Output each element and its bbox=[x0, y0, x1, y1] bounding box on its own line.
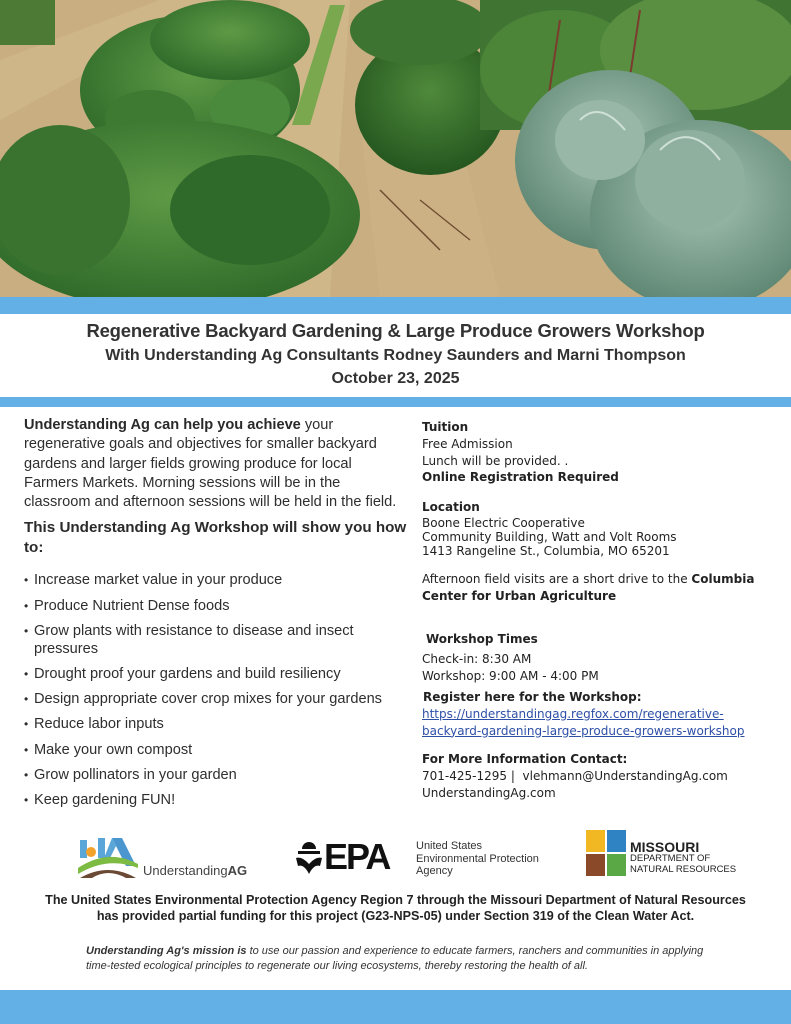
footer-blue-band bbox=[0, 990, 791, 1024]
missouri-dnr-emblem-icon bbox=[586, 830, 626, 876]
show-heading: This Understanding Ag Workshop will show you how to: bbox=[24, 519, 407, 556]
location-building: Community Building, Watt and Volt Rooms bbox=[422, 529, 677, 544]
top-blue-band bbox=[0, 297, 791, 314]
contact-heading: For More Information Contact: bbox=[422, 752, 628, 767]
event-date: October 23, 2025 bbox=[331, 370, 460, 387]
understanding-ag-logo bbox=[78, 838, 278, 878]
missouri-dnr-logo bbox=[586, 828, 756, 880]
epa-wordmark: EPA bbox=[324, 836, 390, 877]
list-item: • Make your own compost bbox=[24, 741, 408, 759]
location-name: Boone Electric Cooperative bbox=[422, 515, 585, 530]
intro-paragraph bbox=[24, 416, 408, 512]
workshop-time: Workshop: 9:00 AM - 4:00 PM bbox=[422, 669, 599, 684]
divider-blue-band bbox=[0, 397, 791, 407]
list-item: • Grow pollinators in your garden bbox=[24, 766, 408, 784]
understanding-ag-wordmark: UnderstandingAG bbox=[143, 863, 248, 878]
intro-lead: Understanding Ag can help you achieve bbox=[24, 417, 301, 433]
list-item: • Keep gardening FUN! bbox=[24, 791, 408, 809]
list-item: • Produce Nutrient Dense foods bbox=[24, 597, 408, 615]
epa-agency-name: United States Environmental Protection Agency bbox=[416, 840, 539, 877]
epa-logo bbox=[294, 838, 564, 878]
list-item: • Increase market value in your produce bbox=[24, 571, 408, 589]
epa-flower-icon bbox=[294, 840, 324, 876]
contact-website[interactable]: UnderstandingAg.com bbox=[422, 785, 556, 800]
missouri-dnr-wordmark: MISSOURI DEPARTMENT OF NATURAL RESOURCES bbox=[630, 839, 737, 875]
understanding-ag-emblem-icon bbox=[78, 838, 142, 878]
tuition-heading: Tuition bbox=[422, 420, 469, 434]
times-heading: Workshop Times bbox=[426, 631, 538, 646]
contact-phone[interactable]: 701-425-1295 bbox=[422, 769, 508, 784]
page-title: Regenerative Backyard Gardening & Large Produce Growers Workshop bbox=[86, 320, 705, 341]
right-column bbox=[422, 419, 782, 802]
list-item: • Design appropriate cover crop mixes for your gardens bbox=[24, 690, 408, 708]
intro-body: your regenerative goals and objectives for smaller backyard gardens and larger fields growing produce for local Farmers Markets. Morning sessions will be in the classroom and afternoon sessions will be held in the field. bbox=[24, 417, 397, 511]
title-block bbox=[0, 318, 791, 390]
location-heading: Location bbox=[422, 500, 480, 515]
checkin-time: Check-in: 8:30 AM bbox=[422, 652, 532, 667]
list-item: • Grow plants with resistance to disease and insect pressures bbox=[24, 622, 408, 658]
contact-email[interactable]: vlehmann@UnderstandingAg.com bbox=[522, 769, 728, 784]
left-column bbox=[24, 416, 408, 816]
tuition-registration: Online Registration Required bbox=[422, 470, 619, 485]
field-visit-location: Columbia Center for Urban Agriculture bbox=[422, 571, 755, 603]
registration-link[interactable]: https://understandingag.regfox.com/regenerative- backyard-gardening-large-produce-growers-workshop bbox=[422, 706, 745, 738]
tuition-lunch: Lunch will be provided. . bbox=[422, 453, 569, 468]
sponsor-logos bbox=[0, 828, 791, 880]
location-address: 1413 Rangeline St., Columbia, MO 65201 bbox=[422, 543, 670, 558]
funding-statement: The United States Environmental Protection Agency Region 7 through the Missouri Department of Natural Resources has provided partial funding for this project (G23-NPS-05) under Section 319 of the Clean Water Act. bbox=[45, 893, 746, 923]
contact-line: 701-425-1295 | vlehmann@UnderstandingAg.com bbox=[422, 769, 728, 784]
hero-garden-photo bbox=[0, 0, 791, 297]
mission-statement: Understanding Ag's mission is to use our passion and experience to educate farmers, ranchers and communities in applying time-tested ecological principles to regenerate our living ecosystems, thereby restoring the health of all. bbox=[86, 945, 704, 972]
tuition-free: Free Admission bbox=[422, 436, 513, 451]
garden-illustration bbox=[0, 0, 791, 297]
page-subtitle: With Understanding Ag Consultants Rodney Saunders and Marni Thompson bbox=[105, 347, 686, 364]
list-item: • Drought proof your gardens and build resiliency bbox=[24, 665, 408, 683]
register-heading: Register here for the Workshop: bbox=[423, 689, 642, 704]
list-item: • Reduce labor inputs bbox=[24, 715, 408, 733]
field-visit-note: Afternoon field visits are a short drive to the Columbia Center for Urban Agriculture bbox=[422, 571, 755, 603]
benefits-list bbox=[24, 571, 408, 809]
